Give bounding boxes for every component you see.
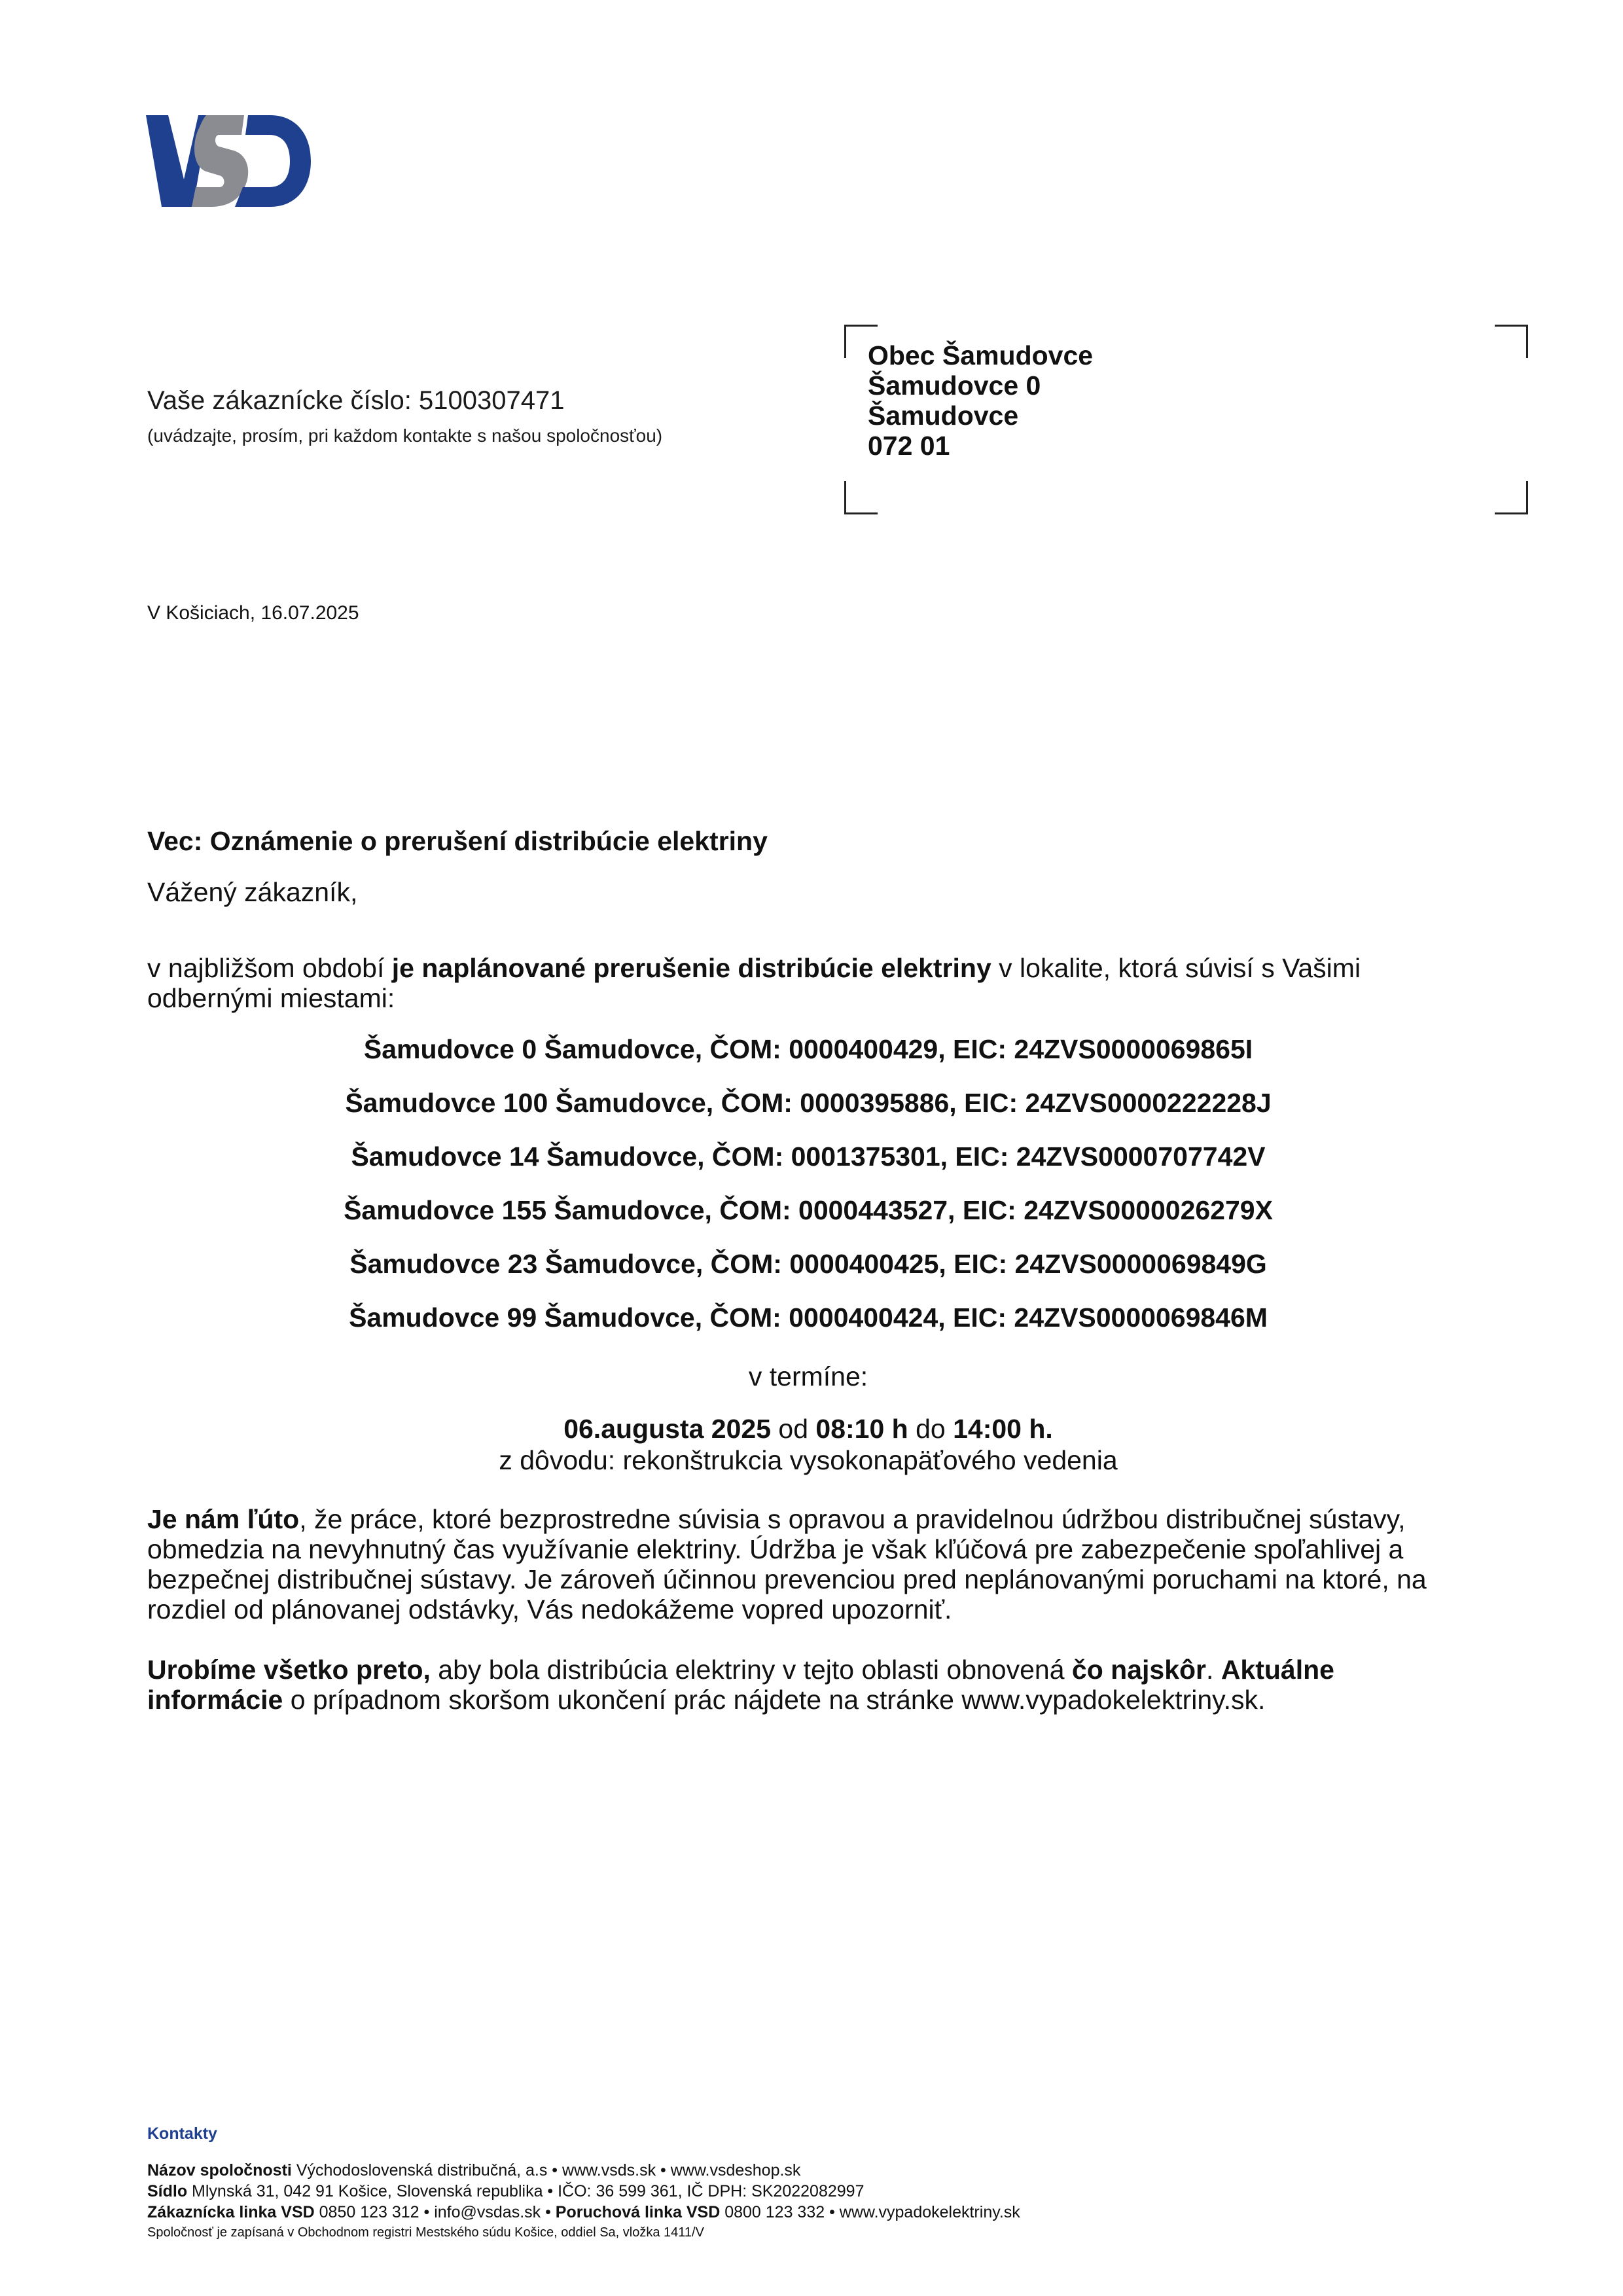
- info-text: .: [1206, 1655, 1221, 1685]
- footer-label: Názov spoločnosti: [147, 2161, 292, 2179]
- letter-subject: Vec: Oznámenie o prerušení distribúcie elektriny: [147, 826, 768, 856]
- supply-point: Šamudovce 99 Šamudovce, ČOM: 0000400424, EIC: 24ZVS0000069846M: [349, 1302, 1268, 1333]
- supply-point: Šamudovce 155 Šamudovce, ČOM: 0000443527, EIC: 24ZVS0000026279X: [344, 1195, 1273, 1225]
- outage-date: 06.augusta 2025: [563, 1414, 771, 1444]
- footer-label: Poruchová linka VSD: [555, 2203, 721, 2221]
- address-corner-top-right: [1495, 325, 1528, 358]
- supply-point: Šamudovce 23 Šamudovce, ČOM: 0000400425, EIC: 24ZVS0000069849G: [349, 1249, 1267, 1279]
- outage-start-time: 08:10 h: [815, 1414, 908, 1444]
- intro-bold: je naplánované prerušenie distribúcie elektriny: [391, 953, 991, 983]
- footer-text: 0800 123 332 • www.vypadokelektriny.sk: [720, 2203, 1020, 2221]
- footer-label: Sídlo: [147, 2182, 188, 2200]
- customer-number-note: (uvádzajte, prosím, pri každom kontakte s našou spoločnosťou): [147, 425, 663, 446]
- supply-points-list: [147, 1034, 1469, 1356]
- intro-text: v lokalite, ktorá súvisí s Vašimi odbernými miestami:: [147, 953, 1361, 1013]
- footer-registry: Spoločnosť je zapísaná v Obchodnom registri Mestského súdu Košice, oddiel Sa, vložka 1411/V: [147, 2225, 704, 2240]
- vsd-logo: [146, 115, 311, 207]
- footer-title: Kontakty: [147, 2125, 217, 2143]
- letter-date: V Košiciach, 16.07.2025: [147, 602, 359, 624]
- address-corner-bottom-left: [844, 481, 878, 514]
- footer-text: Východoslovenská distribučná, a.s • www.vsds.sk • www.vsdeshop.sk: [291, 2161, 801, 2179]
- customer-number: Vaše zákaznícke číslo: 5100307471: [147, 386, 565, 415]
- info-text: o prípadnom skoršom ukončení prác nájdete na stránke www.vypadokelektriny.sk.: [283, 1685, 1266, 1715]
- info-bold: Aktuálne informácie: [147, 1655, 1334, 1715]
- info-bold: Urobíme všetko preto,: [147, 1655, 431, 1685]
- intro-text: v najbližšom období: [147, 953, 392, 983]
- footer-row-address: [147, 2181, 1020, 2202]
- footer-text: 0850 123 312 • info@vsdas.sk •: [314, 2203, 556, 2221]
- address-corner-bottom-right: [1495, 481, 1528, 514]
- outage-end-time: 14:00 h.: [953, 1414, 1053, 1444]
- info-bold: čo najskôr: [1071, 1655, 1207, 1685]
- supply-point: Šamudovce 100 Šamudovce, ČOM: 0000395886, EIC: 24ZVS0000222228J: [345, 1088, 1272, 1118]
- salutation: Vážený zákazník,: [147, 877, 358, 907]
- recipient-address: [868, 340, 1093, 461]
- supply-point: Šamudovce 0 Šamudovce, ČOM: 0000400429, EIC: 24ZVS0000069865I: [363, 1034, 1253, 1064]
- term-from-word: od: [771, 1414, 816, 1444]
- address-line: 072 01: [868, 431, 950, 461]
- intro-paragraph: [147, 953, 1469, 1013]
- address-line: Obec Šamudovce: [868, 340, 1094, 370]
- outage-reason: z dôvodu: rekonštrukcia vysokonapäťového vedenia: [499, 1445, 1118, 1475]
- address-line: Šamudovce 0: [868, 370, 1041, 401]
- footer-label: Zákaznícka linka VSD: [147, 2203, 315, 2221]
- supply-point: Šamudovce 14 Šamudovce, ČOM: 0001375301, EIC: 24ZVS0000707742V: [351, 1141, 1266, 1172]
- footer-row-phones: [147, 2202, 1020, 2223]
- term-to-word: do: [908, 1414, 954, 1444]
- outage-term: [147, 1414, 1469, 1444]
- footer-text: Mlynská 31, 042 91 Košice, Slovenská republika • IČO: 36 599 361, IČ DPH: SK2022082997: [187, 2182, 865, 2200]
- info-text: aby bola distribúcia elektriny v tejto oblasti obnovená: [430, 1655, 1072, 1685]
- info-paragraph: [147, 1655, 1469, 1715]
- footer-contacts: [147, 2160, 1020, 2242]
- term-label: v termíne:: [748, 1361, 868, 1391]
- apology-paragraph: [147, 1504, 1469, 1624]
- apology-text: , že práce, ktoré bezprostredne súvisia s opravou a pravidelnou údržbou distribučnej sústavy, obmedzia na nevyhnutný čas využívanie elektriny. Údržba je však kľúčová pre zabezpečenie spoľahlivej a bezpečnej distribučnej sústavy. Je zároveň účinnou prevenciou pred neplánovanými poruchami na ktoré, na rozdiel od plánovanej odstávky, Vás nedokážeme vopred upozorniť.: [147, 1504, 1427, 1624]
- address-line: Šamudovce: [868, 401, 1019, 431]
- apology-bold: Je nám ľúto: [147, 1504, 300, 1534]
- footer-row-company: [147, 2160, 1020, 2181]
